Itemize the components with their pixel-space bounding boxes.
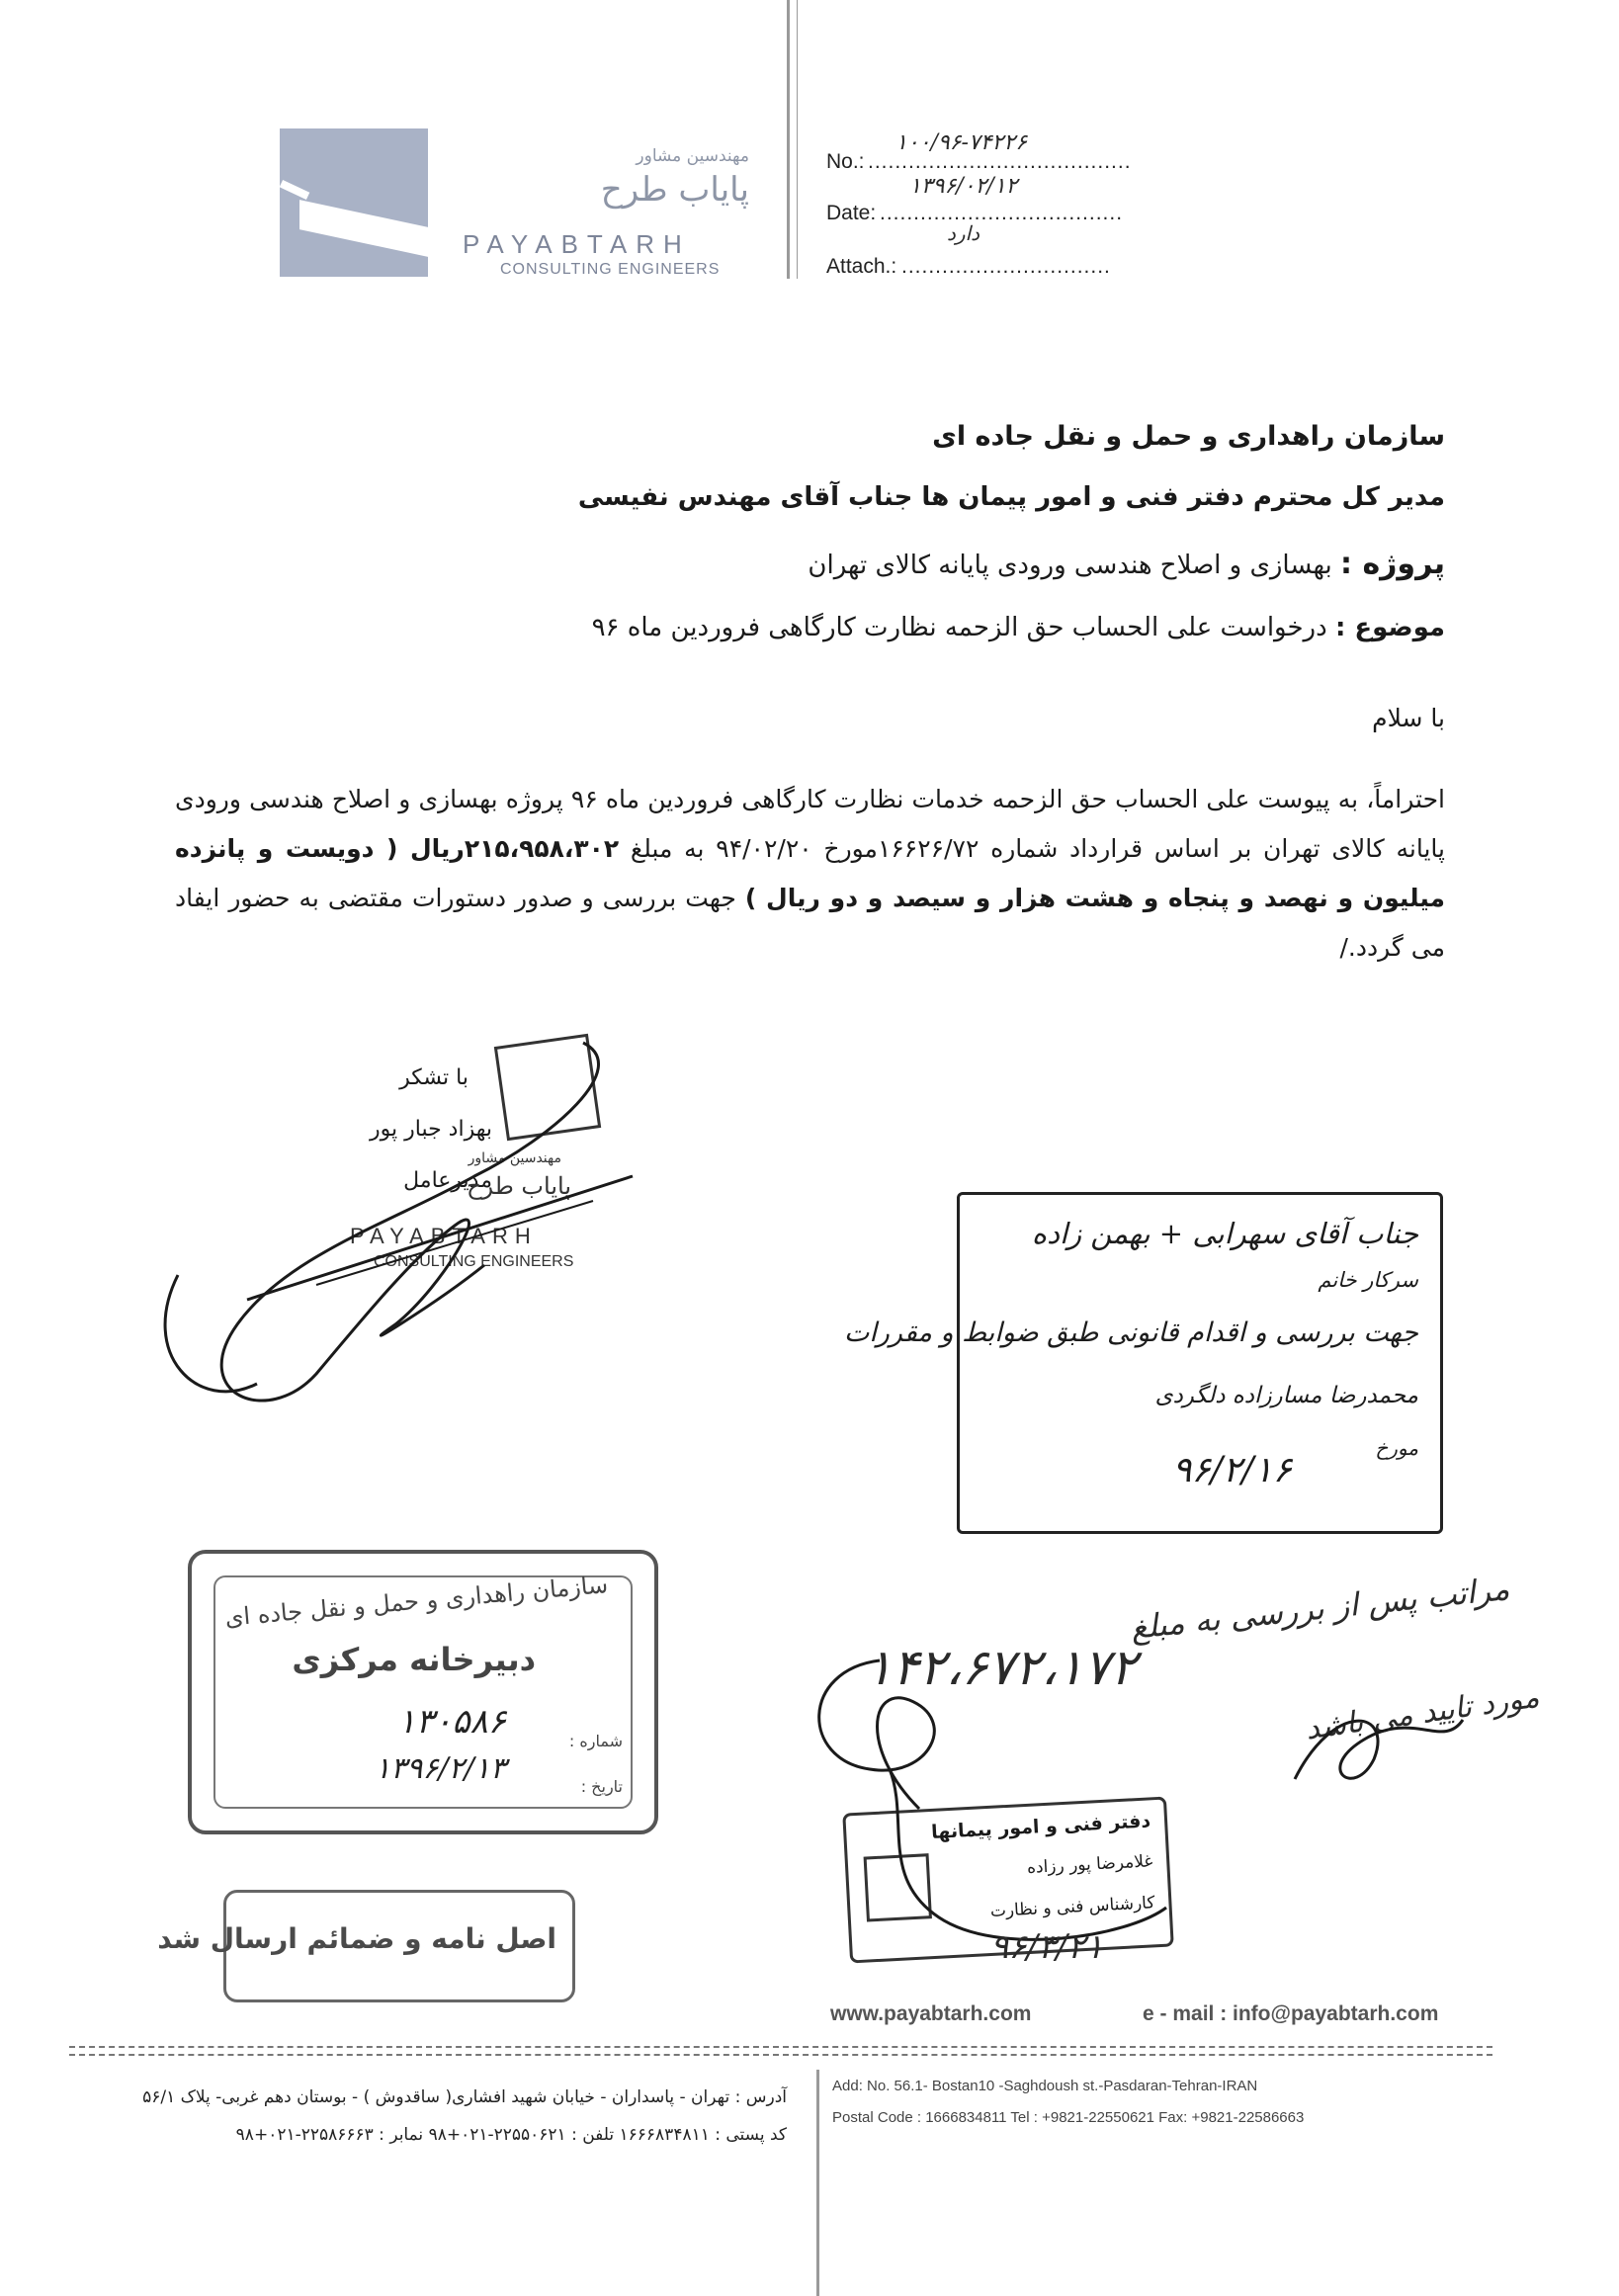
office-stamp-line-2: غلامرضا پور رزاده bbox=[1026, 1851, 1153, 1878]
brand-english-subtitle: CONSULTING ENGINEERS bbox=[500, 261, 721, 278]
ref-date-value: ۱۳۹۶/۰۲/۱۲ bbox=[909, 174, 1018, 199]
logo-stripe-shape bbox=[299, 200, 428, 257]
closing-text: با تشکر bbox=[399, 1065, 469, 1090]
referral-note-box bbox=[843, 1192, 1443, 1534]
brand-persian-subtitle: مهندسین مشاور bbox=[636, 146, 749, 166]
brand-persian-name: پایاب طرح bbox=[600, 170, 749, 210]
ref-number-label: No.: bbox=[826, 150, 865, 173]
subject-line bbox=[592, 613, 1445, 642]
website-text: www.payabtarh.com bbox=[830, 2002, 1032, 2025]
stamp-number-value: ۱۳۰۵۸۶ bbox=[397, 1702, 506, 1742]
company-logo bbox=[280, 128, 428, 277]
stamp-date-value: ۱۳۹۶/۲/۱۳ bbox=[374, 1751, 506, 1786]
original-sent-stamp bbox=[157, 1890, 575, 2002]
ref-attach-dotted-line: ............................... bbox=[901, 255, 1111, 278]
footer-divider-bottom bbox=[69, 2054, 1492, 2056]
stamp-organization: سازمان راهداری و حمل و نقل جاده ای bbox=[223, 1571, 610, 1632]
brand-english-name: PAYABTARH bbox=[463, 229, 691, 259]
stamp-date-label: تاریخ : bbox=[580, 1777, 623, 1796]
recipient-organization: سازمان راهداری و حمل و نقل جاده ای bbox=[932, 421, 1445, 452]
office-handwritten-date: ۹۶/۳/۲۱ bbox=[990, 1927, 1104, 1967]
project-label: پروژه : bbox=[1340, 547, 1445, 581]
stamp-number-label: شماره : bbox=[568, 1732, 623, 1750]
logo-tick-shape bbox=[280, 180, 309, 200]
stamp-unit: دبیرخانه مرکزی bbox=[292, 1641, 536, 1678]
paragraph-amount: ۲۱۵،۹۵۸،۳۰۲ریال ( دویست و پانزده میلیون و نهصد و پنجاه و هشت هزار و سیصد و دو ریال ) bbox=[175, 834, 1445, 912]
manager-signature-scribble bbox=[119, 1028, 652, 1433]
approval-signature-scribble bbox=[1275, 1680, 1473, 1799]
ref-number-dotted-line: ....................................... bbox=[868, 150, 1132, 173]
central-secretariat-stamp bbox=[188, 1550, 658, 1834]
footer-address-english: Add: No. 56.1- Bostan10 -Saghdoush st.-Pasdaran-Tehran-IRAN bbox=[832, 2078, 1258, 2094]
header-divider-line-2 bbox=[797, 0, 798, 279]
approval-note-line-1: مراتب پس از بررسی به مبلغ bbox=[1129, 1569, 1511, 1648]
approval-note-line-2: مورد تایید می باشد bbox=[1303, 1679, 1542, 1747]
ref-number-value: ۱۰۰/۹۶-۷۴۲۲۶ bbox=[895, 130, 1028, 155]
footer-vertical-divider bbox=[816, 2070, 819, 2296]
recipient-person: مدیر کل محترم دفتر فنی و امور پیمان ها جناب آقای مهندس نفیسی bbox=[577, 482, 1445, 512]
subject-value: درخواست علی الحساب حق الزحمه نظارت کارگاهی فروردین ماه ۹۶ bbox=[591, 613, 1327, 642]
ref-attach-label: Attach.: bbox=[826, 255, 897, 278]
signer-title: مدیرعامل bbox=[403, 1168, 492, 1193]
ref-attach-value: دارد bbox=[947, 221, 980, 245]
stamp-english-subtitle: CONSULTING ENGINEERS bbox=[374, 1253, 574, 1270]
project-value: بهسازی و اصلاح هندسی ورودی پایانه کالای تهران bbox=[808, 551, 1332, 580]
letter-paragraph bbox=[175, 775, 1445, 973]
stamp-english-name: PAYABTARH bbox=[350, 1224, 538, 1248]
stamp-persian-name: پایاب طرح bbox=[466, 1172, 571, 1200]
note-line-4: محمدرضا مسارزاده دلگردی bbox=[1154, 1383, 1418, 1408]
stamp-persian-subtitle: مهندسین مشاور bbox=[468, 1150, 561, 1166]
footer-address-persian: آدرس : تهران - پاسداران - خیابان شهید افشاری( ساقدوش ) - بوستان دهم غربی- پلاک ۵۶/۱ bbox=[142, 2087, 787, 2107]
paragraph-part-1: احتراماً، به پیوست علی الحساب حق الزحمه خدمات نظارت کارگاهی فروردین ماه ۹۶ پروژه بهسازی و اصلاح هندسی ورودی پایانه کالای تهران بر اساس قرارداد شماره ۱۶۶۲۶/۷۲مورخ ۹۴/۰۲/۲۰ به مبلغ bbox=[175, 785, 1445, 863]
email-text: e - mail : info@payabtarh.com bbox=[1143, 2002, 1439, 2025]
handwritten-amount: ۱۴۲،۶۷۲،۱۷۲ bbox=[866, 1639, 1137, 1696]
footer-divider-top bbox=[69, 2046, 1492, 2048]
original-sent-text: اصل نامه و ضمائم ارسال شد bbox=[157, 1922, 556, 1955]
header-divider-line bbox=[787, 0, 790, 279]
note-line-2: سرکار خانم bbox=[1318, 1268, 1418, 1292]
office-stamp-line-3: کارشناس فنی و نظارت bbox=[989, 1893, 1155, 1921]
paragraph-part-2: جهت بررسی و صدور دستورات مقتضی به حضور ایفاد می گردد./ bbox=[175, 884, 1445, 962]
note-date-value: ۹۶/۲/۱۶ bbox=[1172, 1450, 1292, 1490]
footer-postal-english: Postal Code : 1666834811 Tel : +9821-22550621 Fax: +9821-22586663 bbox=[832, 2109, 1305, 2126]
ref-date-label: Date: bbox=[826, 202, 877, 224]
signer-name: بهزاد جبار پور bbox=[370, 1117, 492, 1142]
project-line bbox=[808, 547, 1445, 581]
note-line-3: جهت بررسی و اقدام قانونی طبق ضوابط و مقررات bbox=[843, 1318, 1418, 1348]
ref-date-dotted-line: .................................... bbox=[880, 202, 1124, 224]
greeting: با سلام bbox=[1372, 704, 1445, 732]
note-line-1: جناب آقای سهرابی + بهمن زاده bbox=[1031, 1217, 1418, 1250]
office-stamp-line-1: دفتر فنی و امور پیمانها bbox=[930, 1810, 1151, 1843]
note-date-label: مورخ bbox=[1375, 1436, 1418, 1460]
subject-label: موضوع : bbox=[1334, 613, 1445, 642]
footer-postal-persian: کد پستی : ۱۶۶۶۸۳۴۸۱۱ تلفن : ۲۲۵۵۰۶۲۱-۰۲۱+۹۸ نمابر : ۲۲۵۸۶۶۶۳-۰۲۱+۹۸ bbox=[235, 2125, 787, 2145]
